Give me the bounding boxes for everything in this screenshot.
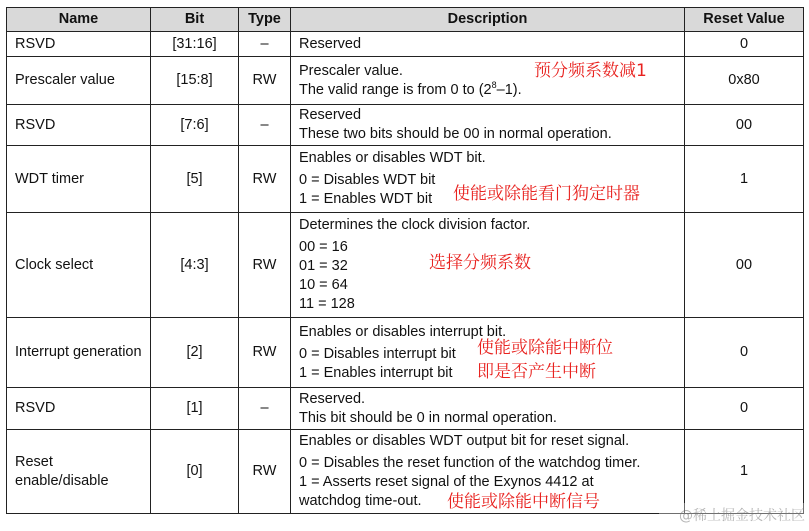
- desc-line: Prescaler value.: [299, 62, 403, 79]
- field-description: [291, 213, 685, 318]
- field-reset: 1: [685, 430, 804, 514]
- desc-line: 1 = Enables interrupt bit: [299, 364, 453, 381]
- field-reset: 00: [685, 105, 804, 146]
- chinese-annotation: 预分频系数减1: [534, 61, 647, 81]
- header-description: Description: [291, 8, 685, 32]
- header-reset-value: Reset Value: [685, 8, 804, 32]
- field-description: [291, 388, 685, 430]
- field-reset: 0x80: [685, 57, 804, 105]
- desc-line: 01 = 32: [299, 258, 348, 274]
- field-description: [291, 318, 685, 388]
- table-row: [7, 105, 804, 146]
- field-name: RSVD: [7, 105, 151, 146]
- desc-line: These two bits should be 00 in normal operation.: [299, 126, 612, 142]
- field-type: RW: [239, 430, 291, 514]
- header-name: Name: [7, 8, 151, 32]
- field-reset: 1: [685, 146, 804, 213]
- desc-line: Enables or disables interrupt bit.: [299, 323, 507, 340]
- desc-line: Determines the clock division factor.: [299, 217, 531, 233]
- field-type: –: [239, 32, 291, 57]
- desc-line: 1 = Asserts reset signal of the Exynos 4412 at: [299, 474, 594, 490]
- field-bit: [1]: [151, 388, 239, 430]
- table-row: [7, 57, 804, 105]
- desc-line: 11 = 128: [299, 296, 355, 312]
- chinese-annotation: 使能或除能看门狗定时器: [453, 184, 640, 204]
- field-name: Reset enable/disable: [7, 430, 151, 514]
- chinese-annotation: 使能或除能中断信号: [447, 492, 600, 512]
- field-bit: [7:6]: [151, 105, 239, 146]
- desc-line-range: [299, 81, 676, 100]
- field-description: [291, 430, 685, 514]
- watermark: @稀土掘金技术社区: [679, 508, 805, 524]
- field-name: Prescaler value: [7, 57, 151, 105]
- field-name: WDT timer: [7, 146, 151, 213]
- desc-line: Enables or disables WDT output bit for reset signal.: [299, 433, 630, 449]
- table-row: [7, 32, 804, 57]
- desc-line: Enables or disables WDT bit.: [299, 150, 486, 166]
- header-bit: Bit: [151, 8, 239, 32]
- field-reset: 0: [685, 32, 804, 57]
- field-name: RSVD: [7, 32, 151, 57]
- field-description: [291, 146, 685, 213]
- register-table: [6, 7, 804, 514]
- chinese-annotation: 使能或除能中断位: [477, 338, 613, 358]
- range-text-end: –1).: [496, 81, 522, 98]
- table-row: [7, 430, 804, 514]
- chinese-annotation: 选择分频系数: [429, 253, 531, 273]
- field-type: –: [239, 105, 291, 146]
- field-reset: 0: [685, 388, 804, 430]
- field-type: –: [239, 388, 291, 430]
- header-type: Type: [239, 8, 291, 32]
- desc-line: Reserved: [299, 107, 362, 123]
- desc-line: 1 = Enables WDT bit: [299, 191, 433, 207]
- field-description: [291, 105, 685, 146]
- field-name: Interrupt generation: [7, 318, 151, 388]
- desc-line: 10 = 64: [299, 277, 348, 293]
- field-bit: [5]: [151, 146, 239, 213]
- field-type: RW: [239, 318, 291, 388]
- field-description: [291, 32, 685, 57]
- chinese-annotation-2: 即是否产生中断: [477, 362, 596, 382]
- desc-line: 0 = Disables interrupt bit: [299, 345, 456, 362]
- range-text: The valid range is from 0 to (2: [299, 81, 492, 98]
- field-type: RW: [239, 146, 291, 213]
- field-bit: [2]: [151, 318, 239, 388]
- field-type: RW: [239, 213, 291, 318]
- field-reset: 00: [685, 213, 804, 318]
- table-row: [7, 388, 804, 430]
- table-row: [7, 146, 804, 213]
- range-exponent: 8: [491, 79, 497, 90]
- field-name: Clock select: [7, 213, 151, 318]
- header-row: [7, 8, 804, 32]
- field-type: RW: [239, 57, 291, 105]
- table-row: [7, 318, 804, 388]
- desc-line: Reserved: [299, 35, 362, 52]
- desc-line: 0 = Disables the reset function of the watchdog timer.: [299, 455, 641, 471]
- desc-line: This bit should be 0 in normal operation.: [299, 409, 557, 426]
- field-description: [291, 57, 685, 105]
- field-reset: 0: [685, 318, 804, 388]
- field-bit: [0]: [151, 430, 239, 514]
- field-name: RSVD: [7, 388, 151, 430]
- table-row: [7, 213, 804, 318]
- desc-line: Reserved.: [299, 390, 366, 407]
- field-bit: [31:16]: [151, 32, 239, 57]
- field-bit: [4:3]: [151, 213, 239, 318]
- desc-line: watchdog time-out.: [299, 493, 422, 509]
- desc-line: 00 = 16: [299, 239, 348, 255]
- desc-line: 0 = Disables WDT bit: [299, 172, 436, 188]
- field-bit: [15:8]: [151, 57, 239, 105]
